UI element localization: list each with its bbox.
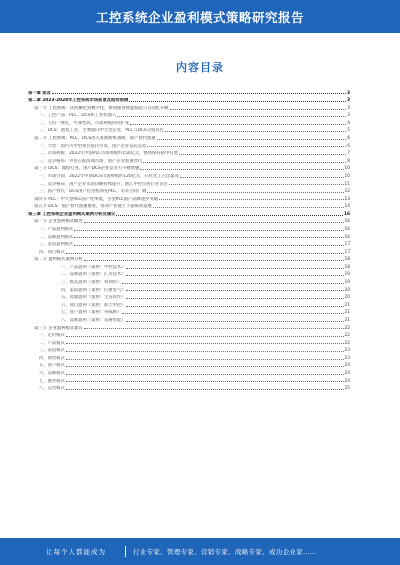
toc-entry-page: 3 [347,98,350,104]
report-footer [0,538,400,565]
toc-leader-dots [170,109,347,110]
toc-entry-label: 第二章 2023-2028年工控系统市场前景及趋势预测 [28,98,129,104]
toc-leader-dots [165,131,346,132]
toc-leader-dots [116,215,343,216]
toc-entry[interactable] [28,171,350,179]
toc-entry[interactable] [28,323,350,331]
report-header [0,0,400,33]
toc-entry-page: 8 [347,158,350,164]
toc-entry[interactable] [28,133,350,141]
toc-leader-dots [157,139,347,140]
toc-entry-page: 17 [344,242,350,248]
toc-leader-dots [117,116,346,117]
toc-entry-label: 三、DCS：流程工业，主要面向中大型企业，PLC与DCS分庭抗礼 [39,128,164,134]
toc-entry-label: 四、销售模式 [39,355,65,361]
toc-leader-dots [147,192,343,193]
toc-entry-page: 7 [347,151,350,157]
toc-entry-page: 18 [344,264,350,270]
toc-entry-label: 二、产品模式 [39,340,65,346]
toc-entry-page: 3 [347,90,350,96]
toc-entry-page: 19 [344,272,350,278]
toc-entry-page: 18 [344,257,350,263]
toc-entry[interactable] [28,361,350,369]
toc-entry-label: 三、渠道盈利模式 [39,242,74,248]
toc-entry-label: 第三章 工控系统企业盈利模式案例分析及建议 [28,211,116,217]
table-of-contents [28,88,350,391]
toc-leader-dots [126,306,343,307]
toc-entry-page: 6 [347,143,350,149]
toc-leader-dots [74,245,343,246]
report-title: 工控系统企业盈利模式策略研究报告 [95,9,304,25]
toc-entry[interactable] [28,126,350,134]
toc-entry[interactable] [28,240,350,248]
toc-leader-dots [52,93,346,94]
toc-leader-dots [129,101,346,102]
toc-entry-label: 六、项目盈利（案例：浙大中控） [61,302,126,308]
toc-title: 内容目录 [176,61,224,74]
toc-entry-page: 24 [344,370,350,376]
toc-entry[interactable] [28,103,350,111]
toc-entry-label: 第三节 企业盈利模式建议 [34,325,83,331]
toc-leader-dots [169,184,344,185]
toc-entry-label: 五、客户模式 [39,363,65,369]
toc-leader-dots [84,328,344,329]
toc-entry-page: 21 [344,310,350,316]
toc-entry-page: 16 [344,226,350,232]
toc-entry-page: 17 [344,249,350,255]
toc-entry-label: 第一节 企业盈利模式概述 [34,219,83,225]
toc-entry-label: 三、国产替代：DCS国产化进程领先PLC，未来空间广阔 [39,189,147,195]
toc-entry-page: 11 [344,181,350,187]
toc-entry-page: 21 [344,317,350,323]
toc-entry-label: 一、产品盈利（案例：中控技术） [61,264,126,270]
toc-entry[interactable] [28,353,350,361]
toc-leader-dots [153,207,344,208]
toc-leader-dots [140,169,343,170]
toc-entry-page: 16 [344,211,350,217]
toc-entry-page: 13 [344,196,350,202]
toc-leader-dots [66,351,344,352]
toc-entry[interactable] [28,118,350,126]
toc-entry-label: 一、大型：国内大中型项目依托外资，国产企业奋起直追 [39,143,147,149]
toc-entry[interactable] [28,346,350,354]
toc-entry-label: 四、渠道盈利（案例：信捷电气） [61,287,126,293]
toc-entry-label: 一、定价模式 [39,333,65,339]
toc-entry[interactable] [28,262,350,270]
toc-entry-page: 16 [344,219,350,225]
toc-entry-page: 12 [344,189,350,195]
toc-entry-page: 19 [344,280,350,286]
toc-leader-dots [143,162,346,163]
toc-entry[interactable] [28,156,350,164]
toc-entry-label: 七、客户盈利（案例：英威腾） [61,310,122,316]
toc-entry-page: 4 [347,120,350,126]
toc-leader-dots [84,222,344,223]
toc-entry[interactable] [28,179,350,187]
toc-entry[interactable] [28,232,350,240]
toc-entry-page: 3 [347,113,350,119]
toc-entry[interactable] [28,164,350,172]
toc-entry[interactable] [28,217,350,225]
toc-entry[interactable] [28,384,350,392]
toc-entry-label: 第四节 PLC：中大型PLC国产化率低，小型PLC国产品牌逐步突破 [34,196,159,202]
toc-entry-label: 二、竞争格局：国产企业市场份额持续提升，浙江中控位居行业首位 [39,181,168,187]
toc-entry[interactable] [28,141,350,149]
toc-entry-label: 第一节 工控系统：从机械化到数字化，协同推进智能制造与自动化升级 [34,105,169,111]
footer-tagline: 行业专家、管理专家、营销专家、战略专家、成功企业家…… [133,548,317,556]
toc-entry[interactable] [28,338,350,346]
toc-leader-dots [122,313,343,314]
toc-entry-label: 七、服务模式 [39,378,65,384]
toc-entry-page: 24 [344,363,350,369]
toc-entry-label: 第五节 DCS：国产替代加速推进，带动产业链上下游协同发展 [34,204,152,210]
toc-entry-label: 八、运营模式 [39,386,65,392]
toc-entry[interactable] [28,149,350,157]
footer-slogan: 让每个人都能成为 [46,548,106,556]
toc-entry-label: 三、模式盈利（案例：和利时） [61,280,122,286]
toc-entry-page: 24 [344,378,350,384]
toc-entry[interactable] [28,224,350,232]
toc-entry-label: 一、市场空间：2022年中国DCS市场规模约120亿元，石化化工占比最高 [39,173,179,179]
toc-entry-page: 6 [347,136,350,142]
toc-entry[interactable] [28,194,350,202]
toc-leader-dots [66,381,344,382]
toc-entry-page: 22 [344,325,350,331]
toc-entry-label: 六、品牌模式 [39,370,65,376]
toc-entry-label: 三、渠道模式 [39,348,65,354]
toc-entry-label: 二、品牌盈利（案例：汇川技术） [61,272,126,278]
toc-leader-dots [122,283,343,284]
toc-entry-page: 14 [344,204,350,210]
toc-entry-label: 一、工控产品：PLC、DCS和工业机器人 [39,113,117,119]
toc-entry[interactable] [28,88,350,96]
toc-entry[interactable] [28,293,350,301]
toc-entry[interactable] [28,96,350,104]
toc-entry-label: 二、人机一体化，可靠性高，市场规模持续扩张 [39,120,130,126]
toc-entry[interactable] [28,376,350,384]
toc-entry-label: 第二节 工控系统：PLC、DCS进入发展新机遇期，国产替代加速 [34,136,156,142]
toc-entry-label: 第三节 DCS：流程行业，国产DCS企业竞争力不断增强 [34,166,140,172]
toc-entry-page: 25 [344,386,350,392]
toc-leader-dots [74,230,343,231]
toc-entry-label: 第二节 盈利模式案例分析 [34,257,83,263]
toc-entry-page: 5 [347,128,350,134]
toc-entry-page: 10 [344,166,350,172]
toc-entry-label: 二、市场规模：2022年中国PLC市场规模约150亿元，整体保持稳中有增 [39,151,178,157]
toc-entry[interactable] [28,247,350,255]
toc-entry[interactable] [28,331,350,339]
toc-entry[interactable] [28,368,350,376]
toc-entry-page: 20 [344,287,350,293]
toc-entry-page: 16 [344,234,350,240]
toc-entry-label: 一、产品盈利模式 [39,226,74,232]
toc-leader-dots [159,199,343,200]
toc-entry-label: 八、品牌盈利（案例：雷赛智能） [61,317,126,323]
toc-entry[interactable] [28,300,350,308]
toc-entry-label: 四、项目模式 [39,249,65,255]
toc-entry-page: 3 [347,105,350,111]
toc-entry[interactable] [28,209,350,217]
toc-entry[interactable] [28,285,350,293]
toc-leader-dots [66,343,344,344]
toc-leader-dots [126,268,343,269]
toc-leader-dots [147,146,346,147]
toc-entry[interactable] [28,277,350,285]
toc-leader-dots [66,253,344,254]
toc-entry-page: 20 [344,295,350,301]
toc-leader-dots [130,124,346,125]
toc-entry-page: 23 [344,348,350,354]
toc-entry[interactable] [28,202,350,210]
toc-leader-dots [66,366,344,367]
toc-leader-dots [126,275,343,276]
toc-leader-dots [180,177,344,178]
toc-entry-label: 第一章 前言 [28,90,51,96]
toc-leader-dots [179,154,346,155]
toc-entry-label: 三、竞争格局：外资占据高端市场，国产企业加速替代 [39,158,143,164]
toc-leader-dots [126,298,343,299]
toc-leader-dots [66,374,344,375]
toc-entry-label: 五、资源盈利（案例：宝信软件） [61,295,126,301]
toc-entry-page: 22 [344,340,350,346]
toc-entry-page: 10 [344,173,350,179]
toc-entry[interactable] [28,270,350,278]
toc-leader-dots [84,260,344,261]
toc-leader-dots [126,321,343,322]
toc-entry-page: 23 [344,355,350,361]
toc-entry[interactable] [28,308,350,316]
toc-leader-dots [66,336,344,337]
toc-entry-page: 22 [344,333,350,339]
toc-entry[interactable] [28,187,350,195]
toc-entry[interactable] [28,315,350,323]
toc-entry[interactable] [28,111,350,119]
toc-entry-page: 21 [344,302,350,308]
toc-leader-dots [66,359,344,360]
toc-entry[interactable] [28,255,350,263]
toc-entry-label: 二、品牌盈利模式 [39,234,74,240]
toc-leader-dots [66,389,344,390]
toc-leader-dots [126,290,343,291]
footer-divider [125,546,126,557]
toc-leader-dots [74,237,343,238]
